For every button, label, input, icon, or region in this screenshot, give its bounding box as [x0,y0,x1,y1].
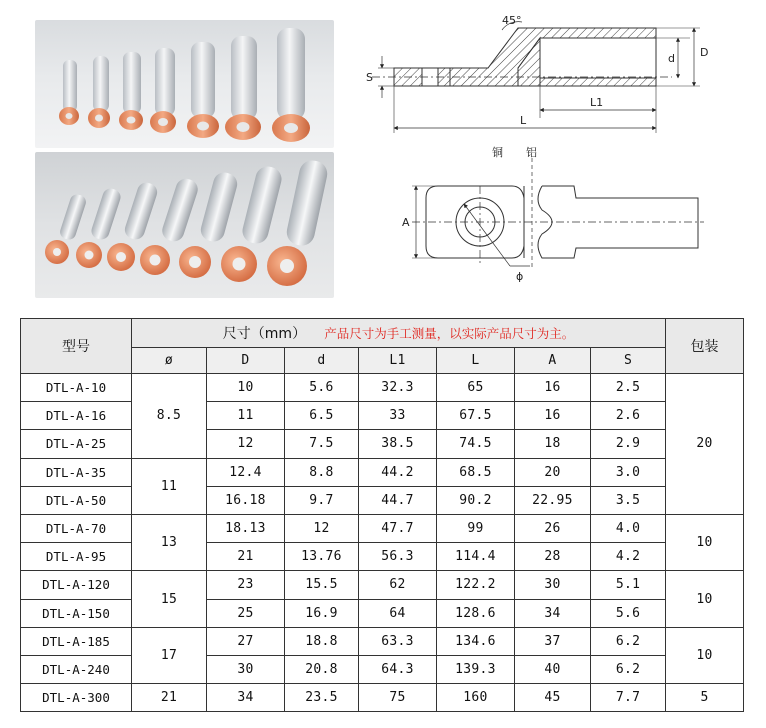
L-cell: 128.6 [437,599,515,627]
S-cell: 4.2 [591,543,666,571]
table-row [21,684,744,712]
table-row [21,514,744,542]
L1-cell: 44.7 [359,486,437,514]
A-cell: 34 [515,599,591,627]
table-row [21,655,744,683]
phi-cell: 11 [132,458,207,514]
L1-dim-label: L1 [590,96,604,109]
col-header-L1: L1 [359,348,437,374]
D-cell: 16.18 [207,486,285,514]
d-cell: 20.8 [285,655,359,683]
table-row [21,486,744,514]
A-cell: 40 [515,655,591,683]
table-row [21,599,744,627]
A-cell: 26 [515,514,591,542]
table-row [21,374,744,402]
aluminum-label: 铝 [526,146,537,159]
D-cell: 18.13 [207,514,285,542]
d-cell: 9.7 [285,486,359,514]
model-cell: DTL-A-10 [21,374,132,402]
L1-cell: 44.2 [359,458,437,486]
model-cell: DTL-A-35 [21,458,132,486]
size-header: 尺寸（mm） [222,326,307,342]
S-cell: 2.5 [591,374,666,402]
L1-cell: 56.3 [359,543,437,571]
L-cell: 122.2 [437,571,515,599]
A-cell: 20 [515,458,591,486]
d-cell: 15.5 [285,571,359,599]
d-cell: 18.8 [285,627,359,655]
d-cell: 13.76 [285,543,359,571]
pack-cell: 5 [666,684,744,712]
table-row [21,458,744,486]
product-photo-side-view [35,20,334,148]
A-cell: 37 [515,627,591,655]
S-cell: 3.0 [591,458,666,486]
S-cell: 6.2 [591,655,666,683]
table-row [21,571,744,599]
L-cell: 134.6 [437,627,515,655]
size-note: 产品尺寸为手工测量，以实际产品尺寸为主。 [324,326,575,341]
col-header-d: d [285,348,359,374]
S-cell: 7.7 [591,684,666,712]
lug-3 [119,52,143,130]
A-cell: 18 [515,430,591,458]
lug-6 [225,36,261,140]
d-dim-label: d [668,52,675,65]
S-cell: 3.5 [591,486,666,514]
phi-cell: 21 [132,684,207,712]
pack-cell: 10 [666,514,744,570]
side-section-view [372,22,700,133]
lug-2 [88,56,110,128]
d-cell: 8.8 [285,458,359,486]
phi-cell: 15 [132,571,207,627]
L1-cell: 63.3 [359,627,437,655]
L-cell: 90.2 [437,486,515,514]
spec-table-body [21,374,744,712]
d-cell: 23.5 [285,684,359,712]
phi-dim-label: ϕ [516,270,524,283]
D-cell: 27 [207,627,285,655]
copper-label: 铜 [492,146,503,159]
d-cell: 16.9 [285,599,359,627]
L-cell: 160 [437,684,515,712]
d-cell: 7.5 [285,430,359,458]
A-cell: 16 [515,374,591,402]
D-cell: 12 [207,430,285,458]
table-row [21,430,744,458]
product-photo-angled-view [35,152,334,298]
A-cell: 22.95 [515,486,591,514]
A-cell: 16 [515,402,591,430]
S-cell: 2.9 [591,430,666,458]
L1-cell: 32.3 [359,374,437,402]
D-cell: 34 [207,684,285,712]
col-header-S: S [591,348,666,374]
model-cell: DTL-A-16 [21,402,132,430]
phi-cell: 17 [132,627,207,683]
L1-cell: 33 [359,402,437,430]
D-cell: 11 [207,402,285,430]
L-cell: 67.5 [437,402,515,430]
technical-drawing [352,8,712,288]
A-cell: 30 [515,571,591,599]
model-cell: DTL-A-300 [21,684,132,712]
lug-7 [272,28,310,142]
model-cell: DTL-A-50 [21,486,132,514]
model-cell: DTL-A-240 [21,655,132,683]
lug-1 [59,60,79,125]
angle-label: 45° [502,14,522,27]
D-cell: 25 [207,599,285,627]
pack-cell: 10 [666,627,744,683]
model-header: 型号 [21,319,132,374]
D-dim-label: D [700,46,709,59]
d-cell: 12 [285,514,359,542]
L-cell: 68.5 [437,458,515,486]
S-cell: 2.6 [591,402,666,430]
s-dim-label: S [366,71,373,84]
table-row [21,402,744,430]
model-cell: DTL-A-120 [21,571,132,599]
model-cell: DTL-A-150 [21,599,132,627]
A-cell: 28 [515,543,591,571]
L1-cell: 62 [359,571,437,599]
L1-cell: 75 [359,684,437,712]
model-cell: DTL-A-25 [21,430,132,458]
phi-cell: 13 [132,514,207,570]
table-row [21,627,744,655]
L1-cell: 64 [359,599,437,627]
col-header-L: L [437,348,515,374]
L-cell: 139.3 [437,655,515,683]
S-cell: 6.2 [591,627,666,655]
A-dim-label: A [402,216,410,229]
S-cell: 5.6 [591,599,666,627]
pack-header: 包装 [666,319,744,374]
col-header-phi: ø [132,348,207,374]
model-cell: DTL-A-95 [21,543,132,571]
col-header-A: A [515,348,591,374]
D-cell: 12.4 [207,458,285,486]
pack-cell: 10 [666,571,744,627]
D-cell: 21 [207,543,285,571]
top-plan-view [412,158,704,270]
lug-4 [150,48,176,133]
d-cell: 5.6 [285,374,359,402]
size-header-cell [132,319,666,348]
L1-cell: 38.5 [359,430,437,458]
model-cell: DTL-A-185 [21,627,132,655]
D-cell: 10 [207,374,285,402]
lug-5 [187,42,219,138]
S-cell: 5.1 [591,571,666,599]
L-cell: 99 [437,514,515,542]
L-cell: 114.4 [437,543,515,571]
table-row [21,543,744,571]
spec-table [20,318,744,712]
L-cell: 65 [437,374,515,402]
phi-cell: 8.5 [132,374,207,459]
D-cell: 23 [207,571,285,599]
A-cell: 45 [515,684,591,712]
pack-cell: 20 [666,374,744,515]
col-header-D: D [207,348,285,374]
model-cell: DTL-A-70 [21,514,132,542]
L-dim-label: L [520,114,527,127]
L-cell: 74.5 [437,430,515,458]
D-cell: 30 [207,655,285,683]
L1-cell: 47.7 [359,514,437,542]
d-cell: 6.5 [285,402,359,430]
L1-cell: 64.3 [359,655,437,683]
S-cell: 4.0 [591,514,666,542]
